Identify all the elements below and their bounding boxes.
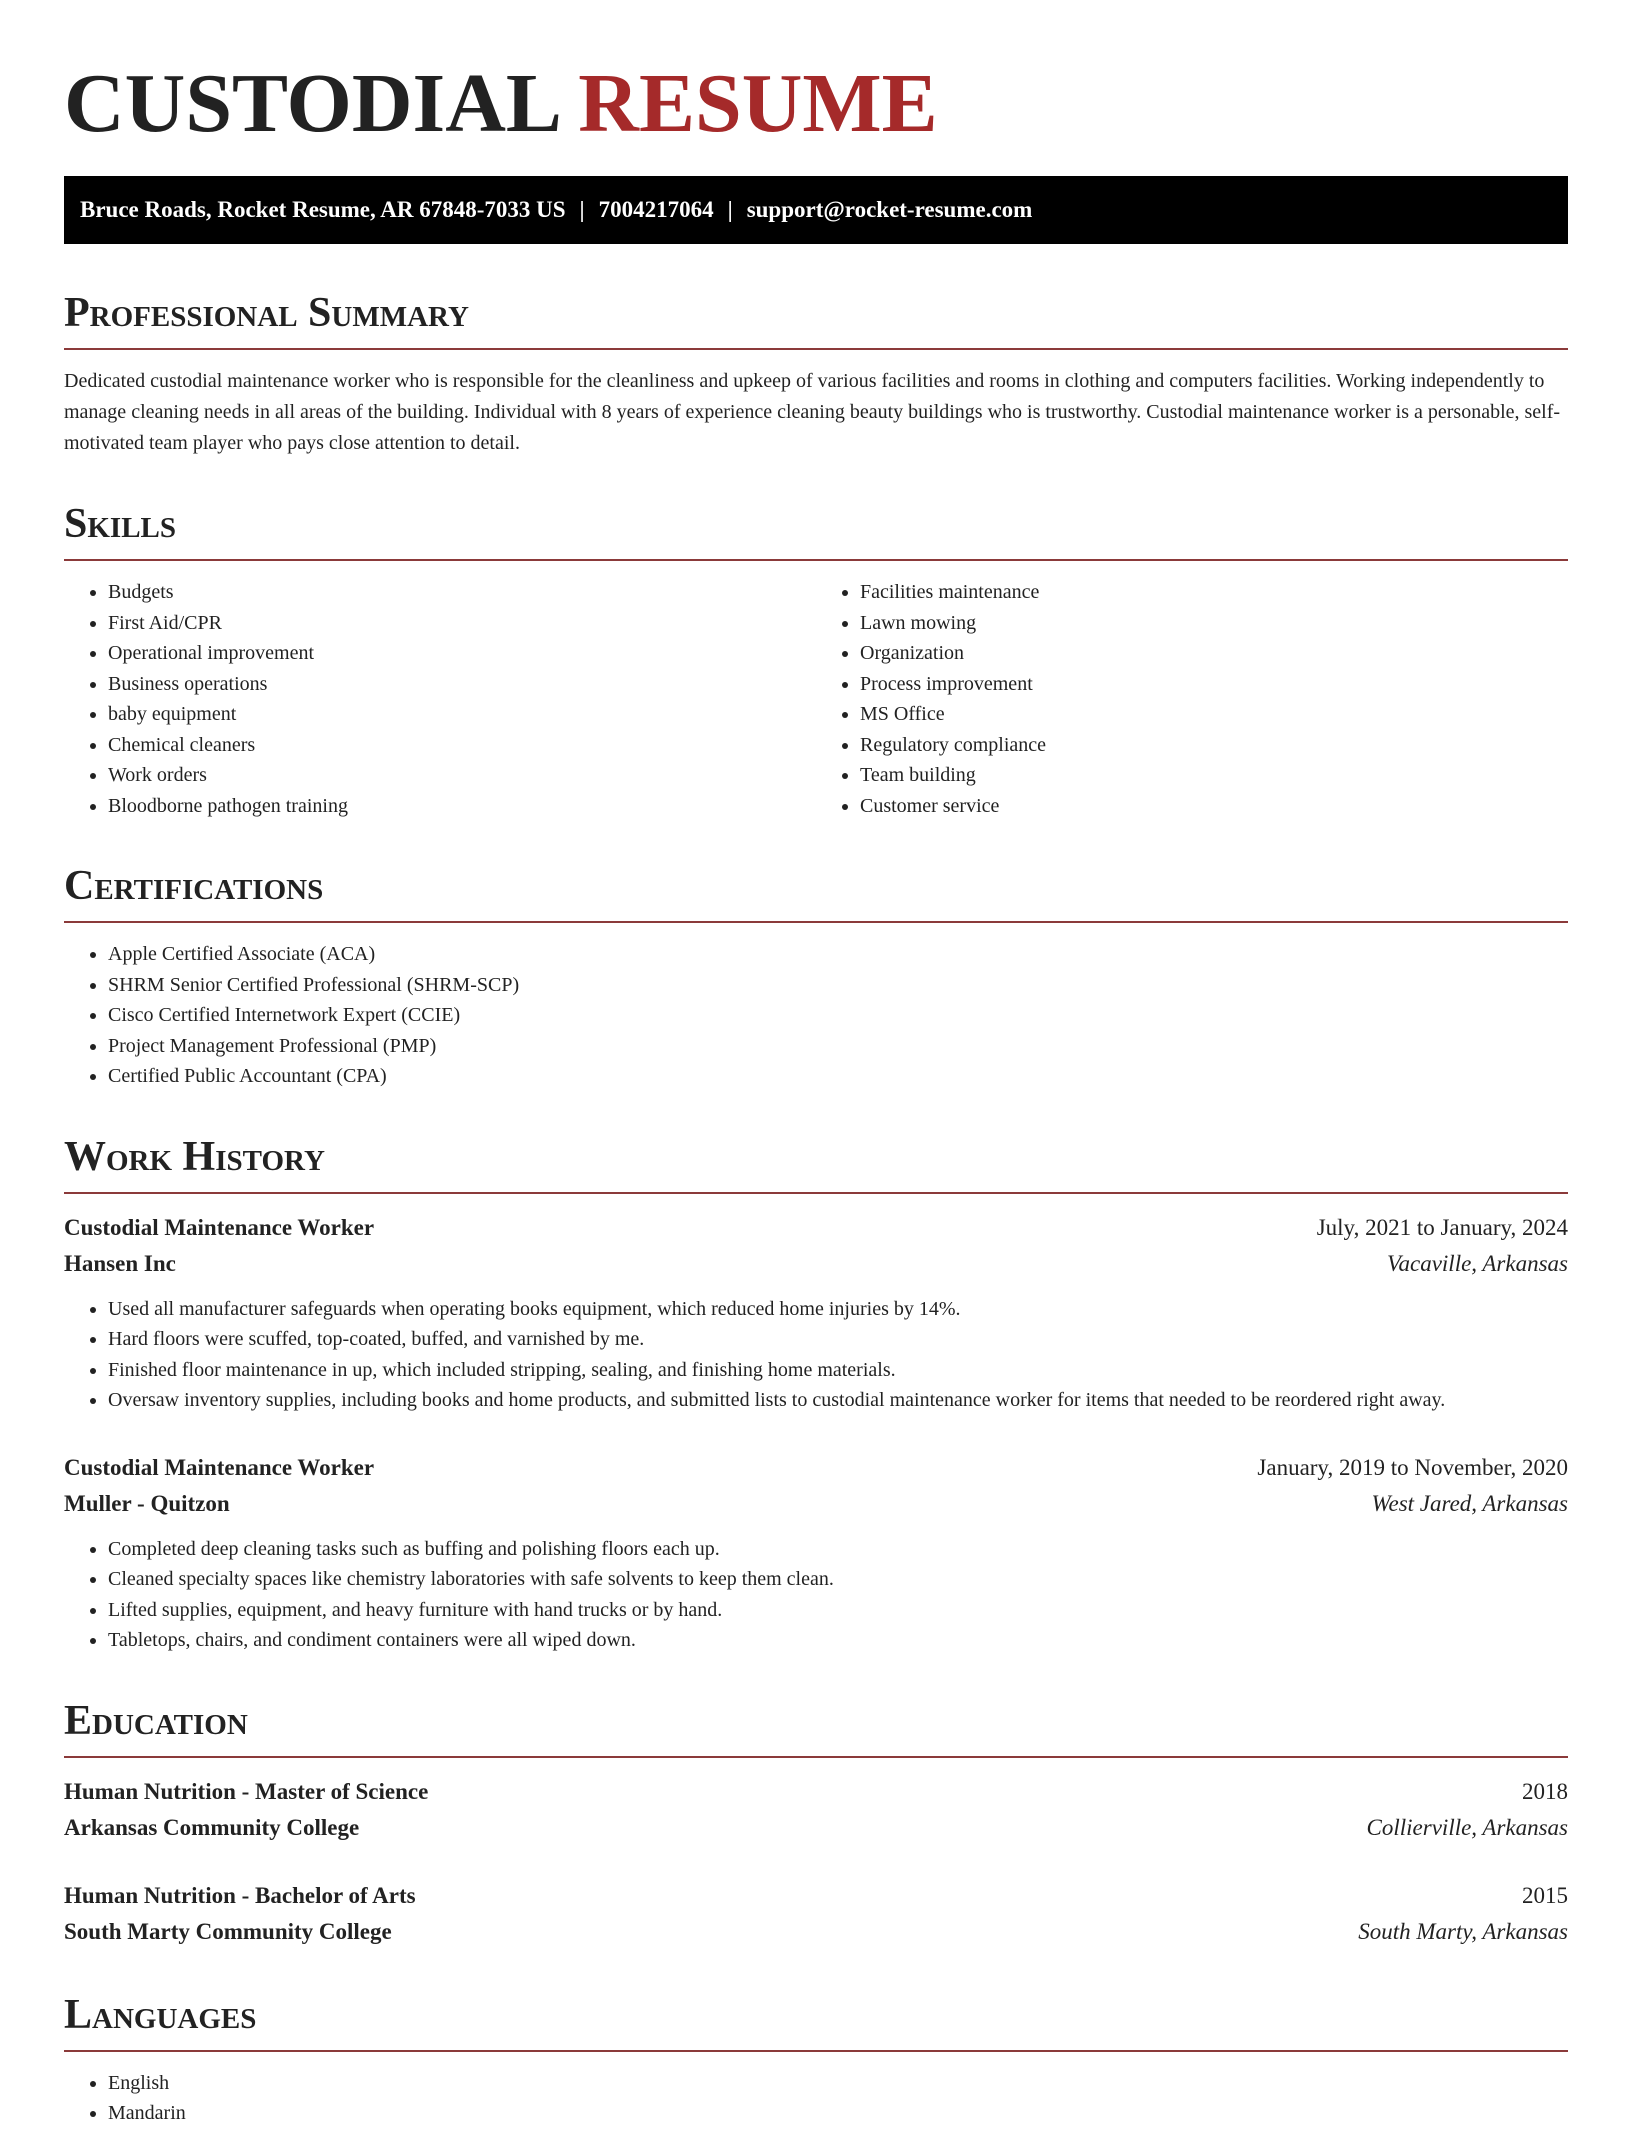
summary-heading: Professional Summary [64, 288, 1568, 350]
list-item: • First Aid/CPR [108, 608, 816, 639]
title-accent: RESUME [578, 57, 938, 150]
summary-section [64, 288, 1568, 459]
education-entry [64, 1774, 1568, 1846]
list-item: • SHRM Senior Certified Professional (SHRM-SCP) [108, 970, 1568, 1001]
education-location: South Marty, Arkansas [1358, 1918, 1568, 1944]
job-company-row [64, 1486, 1568, 1522]
list-item: • Chemical cleaners [108, 730, 816, 761]
education-location: Collierville, Arkansas [1366, 1814, 1568, 1840]
list-item: • Process improvement [860, 669, 1568, 700]
education-school-row [64, 1914, 1568, 1950]
job-duties-list [64, 1294, 1568, 1416]
job-dates: January, 2019 to November, 2020 [1257, 1454, 1568, 1480]
resume-title [64, 56, 1568, 152]
job-entry [64, 1210, 1568, 1416]
list-item: • Completed deep cleaning tasks such as buffing and polishing floors each up. [108, 1534, 1568, 1565]
education-entry [64, 1878, 1568, 1950]
list-item: • MS Office [860, 699, 1568, 730]
languages-section [64, 1990, 1568, 2129]
job-title-row [64, 1450, 1568, 1486]
summary-text: Dedicated custodial maintenance worker who is responsible for the cleanliness and upkeep of various facilities and rooms in clothing and computers facilities. Working independently to manage cleaning needs in all areas of the building. Individual with 8 years of experience cleaning beauty buildings who is trustworthy. Custodial maintenance worker is a personable, self-motivated team player who pays close attention to detail. [64, 370, 1561, 454]
skills-columns [64, 577, 1568, 821]
languages-heading: Languages [64, 1990, 1568, 2052]
job-duties-list [64, 1534, 1568, 1656]
education-school: South Marty Community College [64, 1918, 392, 1944]
education-year: 2015 [1522, 1882, 1568, 1908]
list-item: • Work orders [108, 760, 816, 791]
certifications-section [64, 861, 1568, 1092]
education-degree-row [64, 1878, 1568, 1914]
list-item: • Project Management Professional (PMP) [108, 1031, 1568, 1062]
education-section [64, 1696, 1568, 1950]
list-item: • Lawn mowing [860, 608, 1568, 639]
list-item: • Apple Certified Associate (ACA) [108, 939, 1568, 970]
list-item: • Operational improvement [108, 638, 816, 669]
job-title: Custodial Maintenance Worker [64, 1454, 375, 1480]
certifications-heading: Certifications [64, 861, 1568, 923]
job-location: West Jared, Arkansas [1371, 1490, 1568, 1516]
education-heading: Education [64, 1696, 1568, 1758]
job-company: Hansen Inc [64, 1250, 176, 1276]
list-item: • Lifted supplies, equipment, and heavy furniture with hand trucks or by hand. [108, 1595, 1568, 1626]
list-item: • Certified Public Accountant (CPA) [108, 1061, 1568, 1092]
job-location: Vacaville, Arkansas [1387, 1250, 1568, 1276]
work-history-section [64, 1132, 1568, 1656]
list-item: • Tabletops, chairs, and condiment containers were all wiped down. [108, 1625, 1568, 1656]
work-history-heading: Work History [64, 1132, 1568, 1194]
job-entry [64, 1450, 1568, 1656]
contact-address: Bruce Roads, Rocket Resume, AR 67848-7033 US [80, 197, 566, 222]
skills-list-right [816, 577, 1568, 821]
list-item: • Mandarin [108, 2098, 1568, 2129]
job-title-row [64, 1210, 1568, 1246]
list-item: • Regulatory compliance [860, 730, 1568, 761]
list-item: • English [108, 2068, 1568, 2099]
list-item: • Finished floor maintenance in up, which included stripping, sealing, and finishing home materials. [108, 1355, 1568, 1386]
education-school-row [64, 1810, 1568, 1846]
certifications-list [64, 939, 1568, 1092]
job-company-row [64, 1246, 1568, 1282]
contact-separator: | [727, 197, 733, 222]
list-item: • Organization [860, 638, 1568, 669]
list-item: • Oversaw inventory supplies, including books and home products, and submitted lists to custodial maintenance worker for items that needed to be reordered right away. [108, 1385, 1568, 1416]
list-item: • Used all manufacturer safeguards when operating books equipment, which reduced home injuries by 14%. [108, 1294, 1568, 1325]
contact-bar [64, 176, 1568, 244]
list-item: • Hard floors were scuffed, top-coated, buffed, and varnished by me. [108, 1324, 1568, 1355]
education-degree-row [64, 1774, 1568, 1810]
job-dates: July, 2021 to January, 2024 [1316, 1214, 1568, 1240]
list-item: • Cleaned specialty spaces like chemistry laboratories with safe solvents to keep them clean. [108, 1564, 1568, 1595]
list-item: • Business operations [108, 669, 816, 700]
skills-list-left [64, 577, 816, 821]
list-item: • Budgets [108, 577, 816, 608]
job-title: Custodial Maintenance Worker [64, 1214, 375, 1240]
list-item: • baby equipment [108, 699, 816, 730]
list-item: • Facilities maintenance [860, 577, 1568, 608]
title-main: CUSTODIAL [64, 57, 558, 150]
list-item: • Team building [860, 760, 1568, 791]
education-degree: Human Nutrition - Bachelor of Arts [64, 1882, 416, 1908]
list-item: • Customer service [860, 791, 1568, 822]
job-company: Muller - Quitzon [64, 1490, 230, 1516]
education-year: 2018 [1522, 1778, 1568, 1804]
contact-email[interactable]: support@rocket-resume.com [746, 197, 1033, 222]
skills-section [64, 499, 1568, 821]
skills-heading: Skills [64, 499, 1568, 561]
list-item: • Bloodborne pathogen training [108, 791, 816, 822]
contact-phone[interactable]: 7004217064 [598, 197, 714, 222]
education-school: Arkansas Community College [64, 1814, 360, 1840]
languages-list [64, 2068, 1568, 2129]
education-degree: Human Nutrition - Master of Science [64, 1778, 429, 1804]
contact-separator: | [579, 197, 585, 222]
list-item: • Cisco Certified Internetwork Expert (CCIE) [108, 1000, 1568, 1031]
